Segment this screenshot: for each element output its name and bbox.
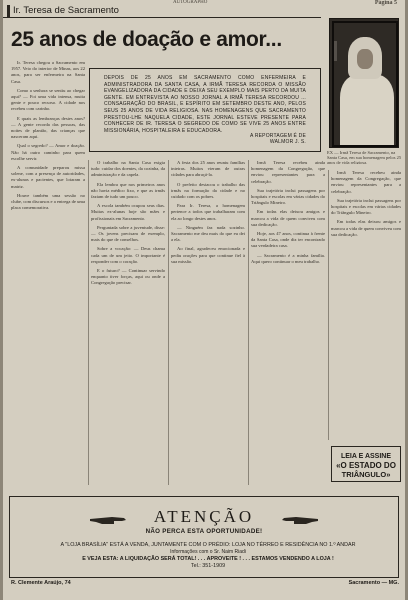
nun-photo [329, 18, 399, 148]
article-paragraph: Irmã Teresa recebeu ainda homenagem da Congregação, que enviou representantes para a celebração. [251, 160, 325, 184]
article-paragraph: Em todas elas deixou amigos e marcou a vida de quem conviveu com sua dedicação. [251, 209, 325, 227]
article-paragraph: A comunidade preparou missa solene, com a presença de autoridades, ex-alunas e pacientes, que lotaram a matriz. [11, 165, 85, 189]
article-column-2 [91, 160, 165, 488]
footer [11, 580, 403, 590]
ad-subtitle: NÃO PERCA ESTA OPORTUNIDADE! [145, 528, 263, 535]
article-paragraph: E o futuro? — Continuar servindo enquanto tiver forças, aqui ou onde a Congregação precisar. [91, 268, 165, 286]
article-paragraph: Irmã Teresa recebeu ainda homenagem da Congregação, que enviou representantes para a celebração. [331, 170, 401, 194]
article-paragraph: A festa dos 25 anos reuniu famílias inteiras. Muitos vieram de outras cidades para abraçá-la. [171, 160, 245, 178]
publication-name: AUTOGRAPHO [173, 0, 208, 5]
article-paragraph: Qual o segredo? — Amor e doação. Não há outro caminho para quem escolhe servir. [11, 143, 85, 161]
newspaper-page [3, 0, 405, 600]
article-paragraph: O trabalho na Santa Casa exigia tudo: cuidar dos doentes, da cozinha, da administração e da capela. [91, 160, 165, 178]
article-paragraph: — Ninguém faz nada sozinho. Sacramento me deu mais do que eu dei a ela. [171, 224, 245, 243]
article-paragraph: Hoje, aos 47 anos, continua à frente da Santa Casa, onde diz ter encontrado sua verdadeira casa. [251, 231, 325, 249]
article-column-5 [331, 170, 401, 440]
ad-title: ATENÇÃO [153, 507, 255, 526]
article-paragraph: O prefeito destacou o trabalho das irmãs na formação da cidade e no cuidado com os pobres. [171, 181, 245, 200]
footer-city: Sacramento — MG. [348, 580, 399, 586]
page-number: Página 5 [374, 0, 397, 6]
byline: A REPORTAGEM É DE WALMOR J. S. [249, 133, 306, 145]
intro-box [89, 68, 321, 152]
article-paragraph: Para Ir. Teresa, a homenagem pertence a todos que trabalharam com ela ao longo destes anos. [171, 203, 245, 221]
article-paragraph: Ir. Teresa chegou a Sacramento em 1957. Veio do interior de Minas, aos 22 anos, para ser enfermeira na Santa Casa. [11, 60, 85, 84]
footer-address: R. Clemente Araújo, 74 [11, 580, 71, 586]
article-column-3 [171, 160, 245, 488]
ad-body: A "LOJA BRASÍLIA" ESTÁ A VENDA, JUNTAMENTE COM O PRÉDIO: LOJA NO TÉRREO E RESIDÊNCIA NO 1.º ANDAR Informações com o Sr. Naim Riadi E VEJA ESTA: A LIQUIDAÇÃO SERÁ TOTAL! . . . APROVEITE ! . . . ESTAMOS VENDENDO A LOJA ! Tel.: 351-1909 [60, 542, 356, 569]
article-paragraph: Sua trajetória inclui passagens por hospitais e escolas em várias cidades do Triângulo Mineiro. [331, 197, 401, 216]
article-paragraph: A escola também ocupou seus dias. Muitas ex-alunas hoje são mães e profissionais em Sacramento. [91, 203, 165, 221]
intro-text: DEPOIS DE 25 ANOS EM SACRAMENTO COMO ENFERMEIRA E ADMINISTRADORA DA SANTA CASA, A IRMÃ TERESA RECORDA O MISSÃO EVANGELIZADORA DA CIDADE E DEIXA SEU EXEMPLO MAIS PERTO DA MUITA GENTE. EM ENTREVISTA AO NOSSO JORNAL A IRMÃ TERESA RECORDOU ... CONSAGRAÇÃO DO BRASIL, E ESPÍRITO EM SETEMBRO DESTE ANO, PELOS SEUS 25 ANOS DE VIDA RELIGIOSA. NAS HOMENAGENS QUE SACRAMENTO PRESTOU-LHE NAQUELA CIDADE, ESTE JORNAL ESTEVE PRESENTE PARA CONHECER DE IR. TERESA O SEGREDO DE COMO SE VIVE 25 ANOS ENTRE MISSIONÁRIA, HOSPITALEIRA E EDUCADORA. [104, 75, 306, 134]
section-header [3, 4, 321, 18]
article-column-1 [11, 60, 85, 488]
article-paragraph: Houve também uma sessão no clube, com discursos e a entrega de uma placa comemorativa. [11, 192, 85, 211]
article-paragraph: Em todas elas deixou amigos e marcou a vida de quem conviveu com sua dedicação. [331, 219, 401, 237]
article-paragraph: Ao final, agradeceu emocionada e pediu orações para que continue fiel à sua missão. [171, 246, 245, 264]
article-column-4 [251, 160, 325, 488]
section-title: Ir. Teresa de Sacramento [13, 5, 119, 16]
article-paragraph: Sobre a vocação: — Deus chama cada um de um jeito. O importante é responder com o coração. [91, 246, 165, 264]
article-paragraph: Sua trajetória inclui passagens por hospitais e escolas em várias cidades do Triângulo Mineiro. [251, 187, 325, 206]
article-paragraph: E quais as lembranças destes anos? — A gente recorda das pessoas, das noites de plantão, das crianças que nasceram aqui. [11, 115, 85, 140]
photo-caption: EX — Irmã Teresa de Sacramento, na Santa Casa, em sua homenagem pelos 25 anos de vida religiosa. [327, 150, 402, 164]
article-paragraph: Perguntada sobre a juventude, disse: — Os jovens precisam de exemplo, mais do que de conselhos. [91, 224, 165, 243]
article-paragraph: — Sacramento é a minha família. Aqui quero continuar o meu trabalho. [251, 252, 325, 264]
subscribe-ad: LEIA E ASSINE «O ESTADO DO TRIÂNGULO» [331, 446, 401, 482]
store-sale-ad [9, 496, 399, 578]
article-headline: 25 anos de doação e amor... [11, 28, 282, 51]
article-paragraph: Ela lembra que nos primeiros anos não havia médico fixo, e que as irmãs faziam de tudo um pouco. [91, 181, 165, 200]
section-bar [7, 5, 10, 17]
article-paragraph: Como a senhora se sentiu ao chegar aqui? — Foi uma vida intensa, muita gente e pouco recurso. A cidade nos recebeu com carinho. [11, 87, 85, 112]
